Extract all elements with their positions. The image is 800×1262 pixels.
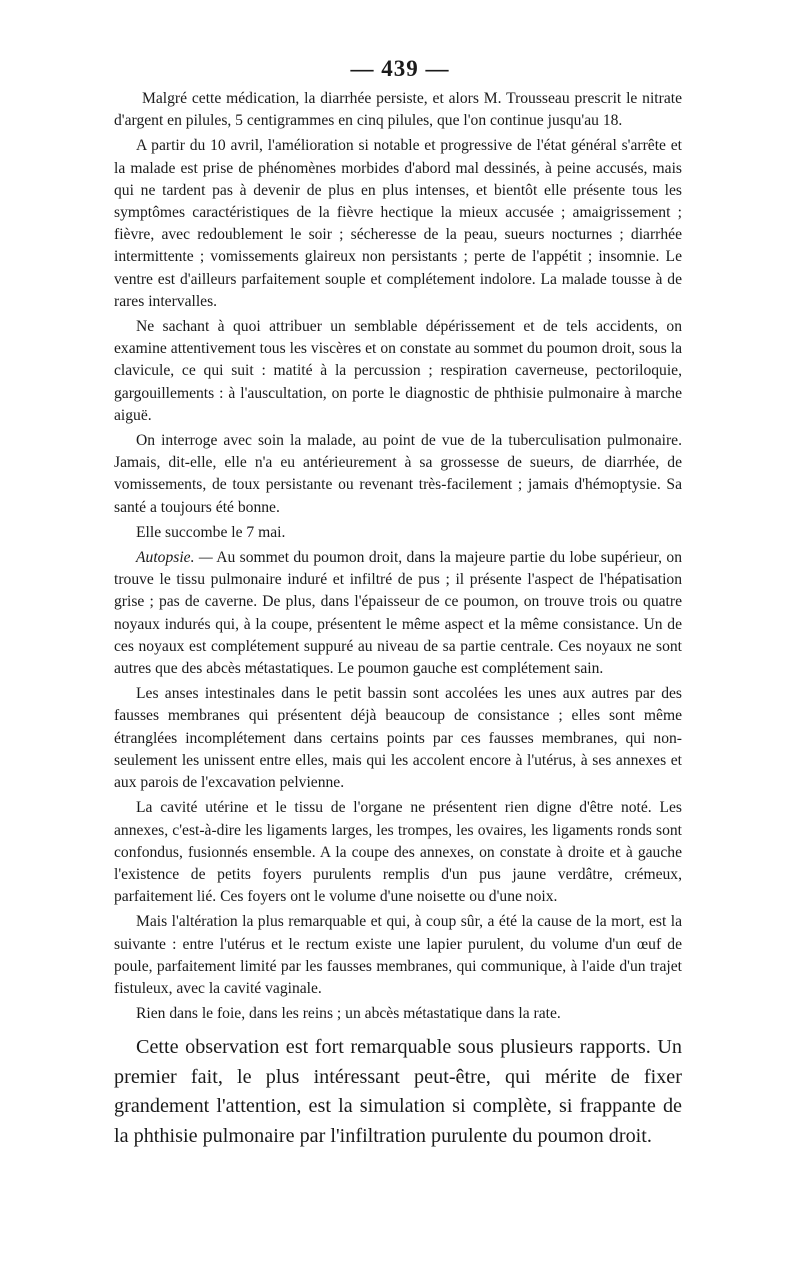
paragraph-death: Elle succombe le 7 mai.: [136, 523, 286, 541]
paragraph-uterus: La cavité utérine et le tissu de l'organe ne présentent rien digne d'être noté. Les annexes, c'est-à-dire les ligaments larges, les trompes, les ovaires, les ligaments ronds sont confondus, fusionnés ensemble. A la coupe des annexes, on constate à droite et à gauche l'existence de petits foyers purulents remplis d'un pus jaune verdâtre, crémeux, parfaitement lié. Ces foyers ont le volume d'une noisette ou d'une noix.: [114, 799, 682, 906]
paragraph-alteration: Mais l'altération la plus remarquable et qui, à coup sûr, a été la cause de la mort, est la suivante : entre l'utérus et le rectum existe une lapier purulent, du volume d'un œuf de poule, parfaitement limité par les fausses membranes, qui communique, à l'aide d'un trajet fistuleux, avec la cavité vaginale.: [114, 913, 682, 997]
paragraph-examination: Ne sachant à quoi attribuer un semblable dépérissement et de tels accidents, on examine attentivement tous les viscères et on constate au sommet du poumon droit, sous la clavicule, ce qui suit : matité à la percussion ; respiration caverneuse, pectoriloquie, gargouillements : à l'auscultation, on porte le diagnostic de phthisie pulmonaire à marche aiguë.: [114, 318, 682, 424]
paragraph-symptoms: A partir du 10 avril, l'amélioration si notable et progressive de l'état général s'arrête et la malade est prise de phénomènes morbides d'abord mal dessinés, à peine accusés, mais qui ne tardent pas à devenir de plus en plus intenses, et bientôt elle présente tous les symptômes caractéristiques de la fièvre hectique la mieux accusée ; amaigrissement ; fièvre, avec redoublement le soir ; sécheresse de la peau, sueurs nocturnes ; diarrhée intermittente ; vomissements glaireux non persistants ; perte de l'appétit ; insomnie. Le ventre est d'ailleurs parfaitement souple et complétement indolore. La malade tousse à de rares intervalles.: [114, 137, 682, 310]
paragraph-medication: Malgré cette médication, la diarrhée persiste, et alors M. Trousseau prescrit le nitrate d'argent en pilules, 5 centigrammes en cinq pilules, que l'on continue jusqu'au 18.: [114, 90, 682, 130]
autopsy-text: Au sommet du poumon droit, dans la majeure partie du lobe supérieur, on trouve le tissu pulmonaire induré et infiltré de pus ; il présente l'aspect de l'hépatisation grise ; pas de caverne. De plus, dans l'épaisseur de ce poumon, on trouve trois ou quatre noyaux indurés qui, à la coupe, présentent le même aspect et la même consistance. Un de ces noyaux est complétement suppuré au niveau de sa partie centrale. Ces noyaux ne sont autres que des abcès métastatiques. Le poumon gauche est complétement sain.: [114, 549, 682, 678]
paragraph-interrogation: On interroge avec soin la malade, au point de vue de la tuberculisation pulmonaire. Jamais, dit-elle, elle n'a eu antérieurement à sa grossesse de sueurs, de diarrhée, de vomissements, de toux persistante ou revenant très-facilement ; jamais d'hémoptysie. Sa santé a toujours été bonne.: [114, 432, 682, 516]
paragraph-autopsy: [114, 547, 682, 680]
body-text: [114, 88, 682, 1154]
page-number: — 439 —: [350, 56, 450, 81]
paragraph-conclusion: Cette observation est fort remarquable sous plusieurs rapports. Un premier fait, le plus intéressant peut-être, qui mérite de fixer grandement l'attention, est la simulation si complète, si frappante de la phthisie pulmonaire par l'infiltration purulente du poumon droit.: [114, 1036, 682, 1147]
paragraph-liver: Rien dans le foie, dans les reins ; un abcès métastatique dans la rate.: [136, 1005, 561, 1023]
autopsy-label: Autopsie. —: [136, 549, 213, 567]
paragraph-intestines: Les anses intestinales dans le petit bassin sont accolées les unes aux autres par des fausses membranes qui présentent déjà beaucoup de consistance ; elles sont même étranglées incomplétement dans certains points par ces fausses membranes, qui non-seulement les unissent entre elles, mais qui les accolent encore à l'utérus, à ses annexes et aux parois de l'excavation pelvienne.: [114, 685, 682, 792]
